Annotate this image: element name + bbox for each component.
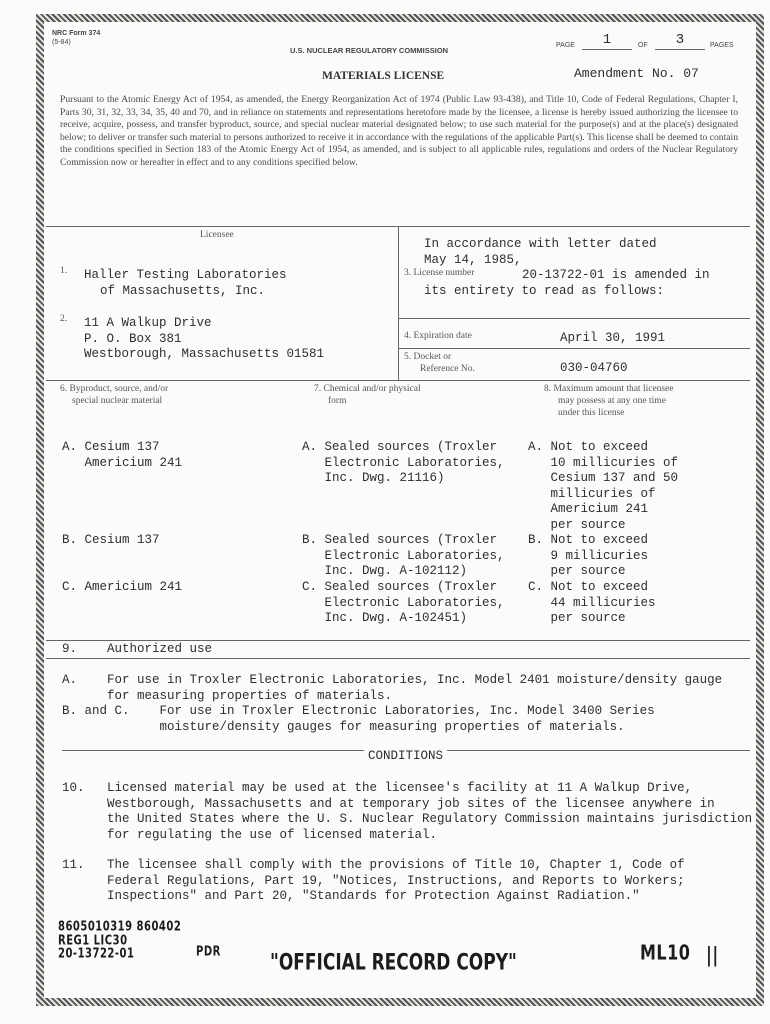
amount-c: C. Not to exceed 44 millicuries per source [528, 580, 656, 625]
expiration-label: 4. Expiration date [404, 331, 472, 341]
col8-header-line2: may possess at any one time [558, 396, 666, 406]
accordance-line1: In accordance with letter dated [424, 237, 657, 251]
address-line2: P. O. Box 381 [84, 332, 182, 346]
condition-10: 10. Licensed material may be used at the licensee's facility at 11 A Walkup Drive, Westborough, Massachusetts and at temporary job sites of the licensee anywhere in the United States where the U. S. Nuclear Regulatory Commission maintains jurisdiction for regulating the use of licensed material. [62, 781, 753, 842]
authorized-use-a: A. For use in Troxler Electronic Laboratories, Inc. Model 2401 moisture/density gauge for measuring properties of materials. [62, 673, 723, 703]
document-code-line3: 20-13722-01 [58, 947, 135, 962]
intro-paragraph: Pursuant to the Atomic Energy Act of 1954, as amended, the Energy Reorganization Act of 1974 (Public Law 93-438), and Title 10, Code of Federal Regulations, Chapter I, Parts 30, 31, 32, 33, 34, 35, 40 and 70, and in reliance on statements and representations heretofore made by the licensee, a license is hereby issued authorizing the licensee to receive, acquire, possess, and transfer byproduct, source, and special nuclear material designated below; to use such material for the purpose(s) and at the place(s) designated below; to deliver or transfer such material to persons authorized to receive it in accordance with the regulations of the applicable Part(s). This license shall be deemed to contain the conditions specified in Section 183 of the Atomic Energy Act of 1954, as amended, and is subject to all applicable rules, regulations and orders of the Nuclear Regulatory Commission now or hereafter in effect and to any conditions specified below. [60, 94, 738, 168]
conditions-heading: CONDITIONS [364, 749, 447, 765]
material-b: B. Cesium 137 [62, 533, 160, 547]
amount-b: B. Not to exceed 9 millicuries per source [528, 533, 649, 578]
page-number: 1 [582, 33, 632, 50]
material-a: A. Cesium 137 Americium 241 [62, 440, 183, 470]
docket-top-rule [398, 348, 750, 349]
pdr-label: PDR [196, 945, 221, 960]
microfilm-code: ML10 [640, 940, 691, 965]
material-c: C. Americium 241 [62, 580, 183, 594]
official-record-stamp: "OFFICIAL RECORD COPY" [270, 950, 517, 976]
docket-label-1: 5. Docket or [404, 352, 452, 362]
licensee-name-line2: of Massachusetts, Inc. [100, 284, 266, 298]
col8-header-line3: under this license [558, 408, 625, 418]
authorized-use-bottom-rule [46, 658, 750, 659]
expiration-date: April 30, 1991 [560, 331, 666, 345]
pages-label: PAGES [710, 42, 734, 49]
license-number: 20-13722-01 is amended in [522, 268, 710, 282]
col7-header-line2: form [328, 396, 347, 406]
agency-name: U.S. NUCLEAR REGULATORY COMMISSION [290, 46, 449, 55]
item2-number: 2. [60, 314, 68, 324]
col8-header-line1: 8. Maximum amount that licensee [544, 384, 674, 394]
accordance-line2: May 14, 1985, [424, 253, 522, 267]
item1-number: 1. [60, 266, 68, 276]
page-label: PAGE [556, 42, 575, 49]
tally-marks: || [706, 942, 719, 967]
form-b: B. Sealed sources (Troxler Electronic Laboratories, Inc. Dwg. A-102112) [302, 533, 505, 578]
document-code-line1: 8605010319 860402 [58, 920, 182, 935]
amount-a: A. Not to exceed 10 millicuries of Cesium 137 and 50 millicuries of Americium 241 per source [528, 440, 679, 532]
license-tail: its entirety to read as follows: [424, 284, 665, 298]
authorized-use-bc: B. and C. For use in Troxler Electronic Laboratories, Inc. Model 3400 Series moisture/density gauges for measuring properties of materials. [62, 704, 655, 734]
licensee-name-line1: Haller Testing Laboratories [84, 268, 287, 282]
license-number-label: 3. License number [404, 268, 475, 278]
col6-header-line1: 6. Byproduct, source, and/or [60, 384, 169, 394]
address-line1: 11 A Walkup Drive [84, 316, 212, 330]
form-c: C. Sealed sources (Troxler Electronic Laboratories, Inc. Dwg. A-102451) [302, 580, 505, 625]
document-code-line2: REG1 LIC30 [58, 934, 128, 949]
col7-header-line1: 7. Chemical and/or physical [314, 384, 421, 394]
page-total: 3 [655, 33, 705, 50]
col6-header-line2: special nuclear material [72, 396, 163, 406]
form-revision: (5-84) [52, 39, 71, 46]
authorized-use-top-rule [46, 640, 750, 641]
amendment-number: Amendment No. 07 [574, 66, 699, 81]
expiration-top-rule [398, 318, 750, 319]
docket-label-2: Reference No. [420, 364, 475, 374]
condition-11: 11. The licensee shall comply with the provisions of Title 10, Chapter 1, Code of Federal Regulations, Part 19, "Notices, Instructions, and Reports to Workers; Inspections" and Part 20, "Standards for Protection Against Radiation." [62, 858, 685, 903]
licensee-divider [398, 226, 399, 381]
licensee-label: Licensee [200, 230, 234, 240]
authorized-use-heading: 9. Authorized use [62, 642, 213, 656]
of-label: OF [638, 42, 648, 49]
form-id: NRC Form 374 [52, 30, 101, 37]
form-a: A. Sealed sources (Troxler Electronic Laboratories, Inc. Dwg. 21116) [302, 440, 505, 485]
docket-number: 030-04760 [560, 361, 628, 375]
document-title: MATERIALS LICENSE [322, 70, 445, 82]
address-line3: Westborough, Massachusetts 01581 [84, 347, 325, 361]
licensee-bottom-rule [46, 380, 750, 381]
